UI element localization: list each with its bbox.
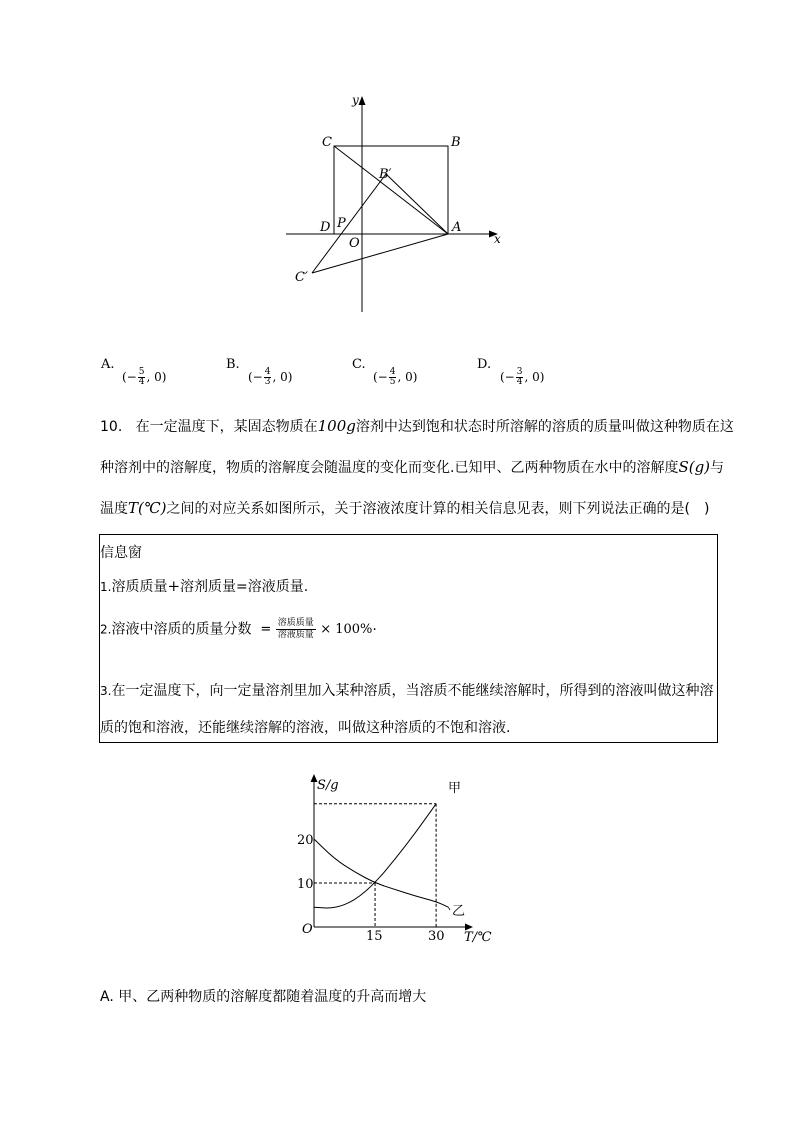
- option-c-letter[interactable]: C.: [352, 357, 366, 372]
- series-label-yi: 乙: [452, 904, 466, 919]
- info-item-2: 2.溶液中溶质的质量分数 = $\frac{\text{溶质质量}}{\text{溶液质量}}$ × 100%.: [100, 618, 377, 640]
- solubility-chart: [290, 770, 510, 950]
- y-tick-label-10: 10: [297, 877, 314, 892]
- x-tick-label-30: 30: [428, 929, 445, 944]
- series-curve-1: [314, 839, 448, 907]
- label-o: O: [349, 236, 360, 251]
- option-b-letter[interactable]: B.: [226, 357, 240, 372]
- y-tick-label-20: 20: [297, 833, 314, 848]
- mass-fraction-formula: $\frac{\text{溶质质量}}{\text{溶液质量}}$: [277, 618, 314, 640]
- info-box-title: 信息窗: [100, 545, 142, 561]
- label-y: y: [352, 93, 359, 107]
- series-label-jia: 甲: [448, 781, 462, 796]
- q10-line-3: 温度T(℃)之间的对应关系如图所示，关于溶液浓度计算的相关信息见表，则下列说法正确的是( ): [100, 499, 710, 517]
- label-c-prime: C′: [295, 270, 308, 285]
- q10-line-2: 种溶剂中的溶解度，物质的溶解度会随温度的变化而变化.已知甲、乙两种物质在水中的溶解度S(g)与: [100, 458, 725, 476]
- label-p: P: [337, 216, 346, 231]
- label-x: x: [494, 232, 501, 246]
- q10-option-a[interactable]: A. 甲、乙两种物质的溶解度都随着温度的升高而增大: [100, 989, 427, 1005]
- option-c-value: (− $\frac{4}{5}$ , 0): [373, 367, 418, 387]
- info-item-3-line-2: 质的饱和溶液，还能继续溶解的溶液，叫做这种溶质的不饱和溶液.: [100, 720, 511, 736]
- option-b-value: (− $\frac{4}{3}$ , 0): [248, 367, 293, 387]
- segment-b-prime-a: [386, 174, 448, 234]
- x-tick-label-15: 15: [366, 929, 383, 944]
- label-b-prime: B′: [379, 167, 392, 182]
- origin-label: O: [302, 922, 313, 937]
- q10-number: 10.: [100, 419, 123, 435]
- q10-line-1: 10. 在一定温度下，某固态物质在100g溶剂中达到饱和状态时所溶解的溶质的质量叫做这种物质在这: [100, 417, 734, 435]
- math-s-g: S(g): [678, 458, 711, 476]
- y-axis-arrow: [359, 96, 366, 105]
- segment-ac-prime: [312, 234, 448, 273]
- x-axis-label: T/℃: [464, 930, 492, 945]
- info-item-1: 1.溶质质量+溶剂质量=溶液质量.: [100, 577, 309, 595]
- label-c: C: [322, 135, 332, 150]
- math-t-c: T(℃): [128, 499, 167, 517]
- option-a-letter[interactable]: A.: [101, 357, 115, 372]
- label-b: B: [451, 135, 461, 150]
- option-d-letter[interactable]: D.: [477, 357, 492, 372]
- math-100g: 100g: [317, 417, 356, 435]
- info-item-3-line-1: 3.在一定温度下，向一定量溶剂里加入某种溶质，当溶质不能继续溶解时，所得到的溶液叫做这种溶: [100, 683, 714, 699]
- label-d: D: [320, 220, 331, 235]
- label-a: A: [452, 220, 462, 235]
- y-axis-label: S/g: [317, 778, 339, 793]
- option-d-value: (− $\frac{3}{4}$ , 0): [500, 367, 545, 387]
- geometry-figure: [280, 90, 510, 320]
- yi-pointer: [448, 907, 450, 910]
- option-a-value: (− $\frac{5}{4}$ , 0): [122, 367, 167, 387]
